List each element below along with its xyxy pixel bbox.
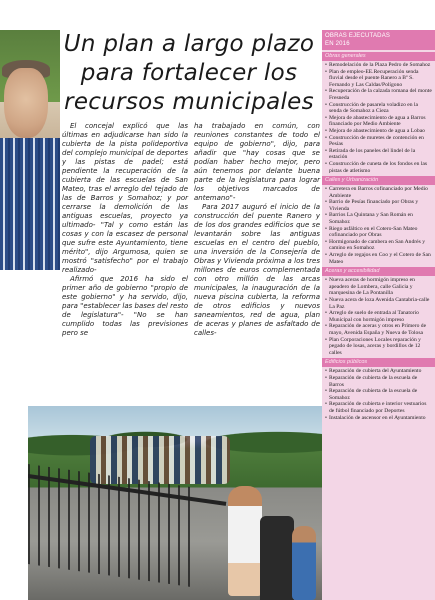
list-item: • Carretera en Barros cofinanciado por Medio Ambiente (325, 186, 432, 199)
headline-line-3: recursos municipales (64, 89, 314, 115)
list-item: • Mejora de abastecimiento de agua a Lobao (325, 128, 432, 135)
list-item: • Reparación de cubierta de la escuela de Barros (325, 375, 432, 388)
list-item: • Barrio de Pesías financiado por Obras y Vivienda (325, 199, 432, 212)
photo-fountain (260, 516, 294, 600)
list-item: • Barrios La Quintana y San Román en Somahoz (325, 212, 432, 225)
article-column-2 (194, 122, 320, 338)
list-item: • Recuperación de la calzada romana del monte Fresneda (325, 88, 432, 101)
article-paragraph: Afirmó que 2016 ha sido el primer año de gobierno "propio de este gobierno" y ha servido, dijo, para "establecer las bases del resto de legislatura"- "No se han cumplido todas las previsiones pero se (62, 275, 188, 337)
list-item: • Remodelación de la Plaza Pedro de Somahoz (325, 62, 432, 69)
article-headline (58, 30, 320, 117)
list-item: • Nueva acera de loza Avenida Cantabria-calle La Paz (325, 297, 432, 310)
portrait-shirt (0, 138, 60, 270)
portrait-photo (0, 30, 60, 270)
portrait-face (4, 68, 48, 138)
list-item: • Riego asfáltico en el Cotero-San Mateo cofinanciado por Obras (325, 226, 432, 239)
photo-child (292, 526, 316, 600)
list-item: • Arreglo de regajos en Coo y el Cotero de San Mateo (325, 252, 432, 265)
list-item: • Construcción de pasarela voladizo en la senda de Somahoz a Cieza (325, 102, 432, 115)
article-paragraph: ha trabajado en común, con reuniones constantes de todo el equipo de gobierno", dijo, para añadir que "hay cosas que se podían haber hecho mejor, pero aún tenemos por delante buena parte de la legislatura para lograr los objetivos marcados de antemano"- (194, 122, 320, 202)
list-item: • Mejora de abastecimiento de agua a Barros financiado por Medio Ambiente (325, 115, 432, 128)
sidebar-list (322, 61, 435, 174)
sidebar-list (322, 276, 435, 356)
list-item: • Plan de empleo-EE.Recuperación senda fluvial desde el puente Ranero a Bº S. Fernando y Las Caldas/Polígono (325, 69, 432, 89)
list-item: • Hormigonado de cambera en San Andrés y camino en Somahoz (325, 239, 432, 252)
list-item: • Reparación de cubierta e interior vestuarios de fútbol financiado por Deportes (325, 401, 432, 414)
sidebar-list (322, 185, 435, 265)
list-item: • Plan Corporaciones Locales reparación y pegado de losas, aceras y bordillos de 12 calles (325, 337, 432, 357)
list-item: • Reparación de cubierta del Ayuntamiento (325, 368, 432, 375)
sidebar-section-heading: Aceras y accesibilidad (322, 267, 435, 276)
sidebar-section-heading: Calles y Urbanización (322, 176, 435, 185)
sidebar-section-heading: Edificios públicos (322, 358, 435, 367)
headline-line-2: para fortalecer los (80, 60, 298, 86)
list-item: • Retirada de los paneles del lindel de la estación (325, 148, 432, 161)
list-item: • Reparación de aceras y otros en Primero de mayo, Avenida España y Nueva de Tolosa (325, 323, 432, 336)
list-item: • Arreglo de suelo de entrada al Tanatorio Municipal con hormigón impreso (325, 310, 432, 323)
sidebar-section-heading: Obras generales (322, 52, 435, 61)
article-column-1 (62, 122, 188, 338)
photo-girl (228, 486, 262, 596)
sidebar-title: OBRAS EJECUTADAS EN 2016 (322, 30, 435, 50)
works-sidebar (322, 30, 435, 600)
list-item: • Nueva aceras de hormigón impreso en apeadero de Lombera, calle Galicia y marquesina de La Pontanilla (325, 277, 432, 297)
headline-line-1: Un plan a largo plazo (63, 31, 315, 57)
sidebar-list (322, 367, 435, 421)
inauguration-photo (28, 406, 322, 600)
article-paragraph: Para 2017 auguró el inicio de la construcción del puente Ranero y de los dos grandes edificios que se levantarán sobre las antiguas escuelas en el centro del pueblo, una inversión de la Consejería de Obras y Vivienda próxima a los tres millones de euros complementada con otro millón de las arcas municipales, la inauguración de la nueva piscina cubierta, la reforma de otros edificios y nuevos saneamientos, red de agua, plan de aceras y planes de asfaltado de calles- (194, 203, 320, 337)
article-paragraph: El concejal explicó que las últimas en adjudicarse han sido la cubierta de la pista polideportiva del complejo municipal de deportes y las pistas de padel; está pendiente la recuperación de la cubierta de las escuelas de San Mateo, tras el arreglo del tejado de las de Barros y Somahoz; y por cerrarse la demolición de las antiguas escuelas, proyecto ya ultimado- "Tal y como están las cosas y con la escasez de personal que sufre este Ayuntamiento, tiene mérito", dijo Argumosa, quien se mostró "satisfecho" por el trabajo realizado- (62, 122, 188, 274)
list-item: • Construcción de cuneta de los fondos en las pistas de atletismo (325, 161, 432, 174)
list-item: • Reparación de cubierta de la escuela de Somahoz (325, 388, 432, 401)
list-item: • Construcción de muretes de contención en Pesías (325, 135, 432, 148)
list-item: • Instalación de ascensor en el Ayuntamiento (325, 415, 432, 422)
